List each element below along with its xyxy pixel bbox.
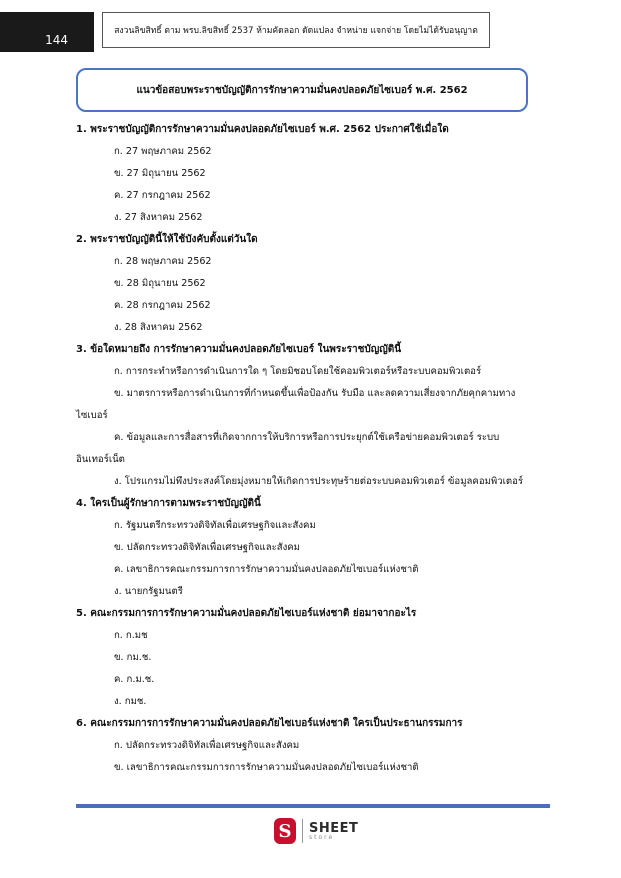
question-5: 5. คณะกรรมการการรักษาความมั่นคงปลอดภัยไซเบอร์แห่งชาติ ย่อมาจากอะไร — [76, 608, 417, 619]
option: ข. เลขาธิการคณะกรรมการการรักษาความมั่นคงปลอดภัยไซเบอร์แห่งชาติ — [114, 762, 419, 773]
option: ก. การกระทำหรือการดำเนินการใด ๆ โดยมิชอบโดยใช้คอมพิวเตอร์หรือระบบคอมพิวเตอร์ — [114, 366, 482, 377]
option: ค. 27 กรกฎาคม 2562 — [114, 190, 211, 201]
footer-divider — [76, 804, 550, 808]
option: ข. มาตรการหรือการดำเนินการที่กำหนดขึ้นเพื่อป้องกัน รับมือ และลดความเสี่ยงจากภัยคุกคามทางไซเบอร์ — [76, 388, 516, 421]
question-1: 1. พระราชบัญญัติการรักษาความมั่นคงปลอดภัยไซเบอร์ พ.ศ. 2562 ประกาศใช้เมื่อใด — [76, 124, 449, 135]
logo-subtext: store — [309, 833, 335, 841]
option: ค. ก.ม.ช. — [114, 674, 155, 685]
question-list — [76, 119, 546, 779]
option: ก. รัฐมนตรีกระทรวงดิจิทัลเพื่อเศรษฐกิจและสังคม — [114, 520, 316, 531]
logo-separator — [302, 819, 303, 843]
option: ข. ปลัดกระทรวงดิจิทัลเพื่อเศรษฐกิจและสังคม — [114, 542, 301, 553]
logo-text: SHEET — [309, 820, 359, 836]
option: ก. ก.มช — [114, 630, 148, 641]
option: ง. โปรแกรมไม่พึงประสงค์โดยมุ่งหมายให้เกิดการประทุษร้ายต่อระบบคอมพิวเตอร์ ข้อมูลคอมพิวเตอร์ — [114, 476, 524, 487]
option: ค. 28 กรกฎาคม 2562 — [114, 300, 211, 311]
page-number: 144 — [0, 12, 94, 52]
question-4: 4. ใครเป็นผู้รักษาการตามพระราชบัญญัตินี้ — [76, 498, 261, 509]
option: ค. ข้อมูลและการสื่อสารที่เกิดจากการให้บริการหรือการประยุกต์ใช้เครือข่ายคอมพิวเตอร์ ระบบอินเทอร์เน็ต — [76, 432, 500, 465]
option: ง. 28 สิงหาคม 2562 — [114, 322, 203, 333]
option: ก. 28 พฤษภาคม 2562 — [114, 256, 212, 267]
question-6: 6. คณะกรรมการการรักษาความมั่นคงปลอดภัยไซเบอร์แห่งชาติ ใครเป็นประธานกรรมการ — [76, 718, 463, 729]
question-3: 3. ข้อใดหมายถึง การรักษาความมั่นคงปลอดภัยไซเบอร์ ในพระราชบัญญัตินี้ — [76, 344, 402, 355]
option: ง. นายกรัฐมนตรี — [114, 586, 183, 597]
copyright-notice: สงวนลิขสิทธิ์ ตาม พรบ.ลิขสิทธิ์ 2537 ห้ามคัดลอก ดัดแปลง จำหน่าย แจกจ่าย โดยไม่ได้รับอนุญาต — [102, 12, 490, 48]
option: ก. 27 พฤษภาคม 2562 — [114, 146, 212, 157]
sheet-store-logo — [274, 816, 358, 846]
option: ง. 27 สิงหาคม 2562 — [114, 212, 203, 223]
option: ข. 28 มิถุนายน 2562 — [114, 278, 206, 289]
option: ค. เลขาธิการคณะกรรมการการรักษาความมั่นคงปลอดภัยไซเบอร์แห่งชาติ — [114, 564, 419, 575]
logo-mark-icon: S — [274, 818, 296, 844]
question-2: 2. พระราชบัญญัตินี้ให้ใช้บังคับตั้งแต่วันใด — [76, 234, 258, 245]
option: ง. กมช. — [114, 696, 147, 707]
page-title: แนวข้อสอบพระราชบัญญัติการรักษาความมั่นคงปลอดภัยไซเบอร์ พ.ศ. 2562 — [76, 68, 528, 112]
option: ข. กม.ช. — [114, 652, 152, 663]
option: ข. 27 มิถุนายน 2562 — [114, 168, 206, 179]
option: ก. ปลัดกระทรวงดิจิทัลเพื่อเศรษฐกิจและสังคม — [114, 740, 300, 751]
logo-wordmark — [309, 822, 358, 841]
